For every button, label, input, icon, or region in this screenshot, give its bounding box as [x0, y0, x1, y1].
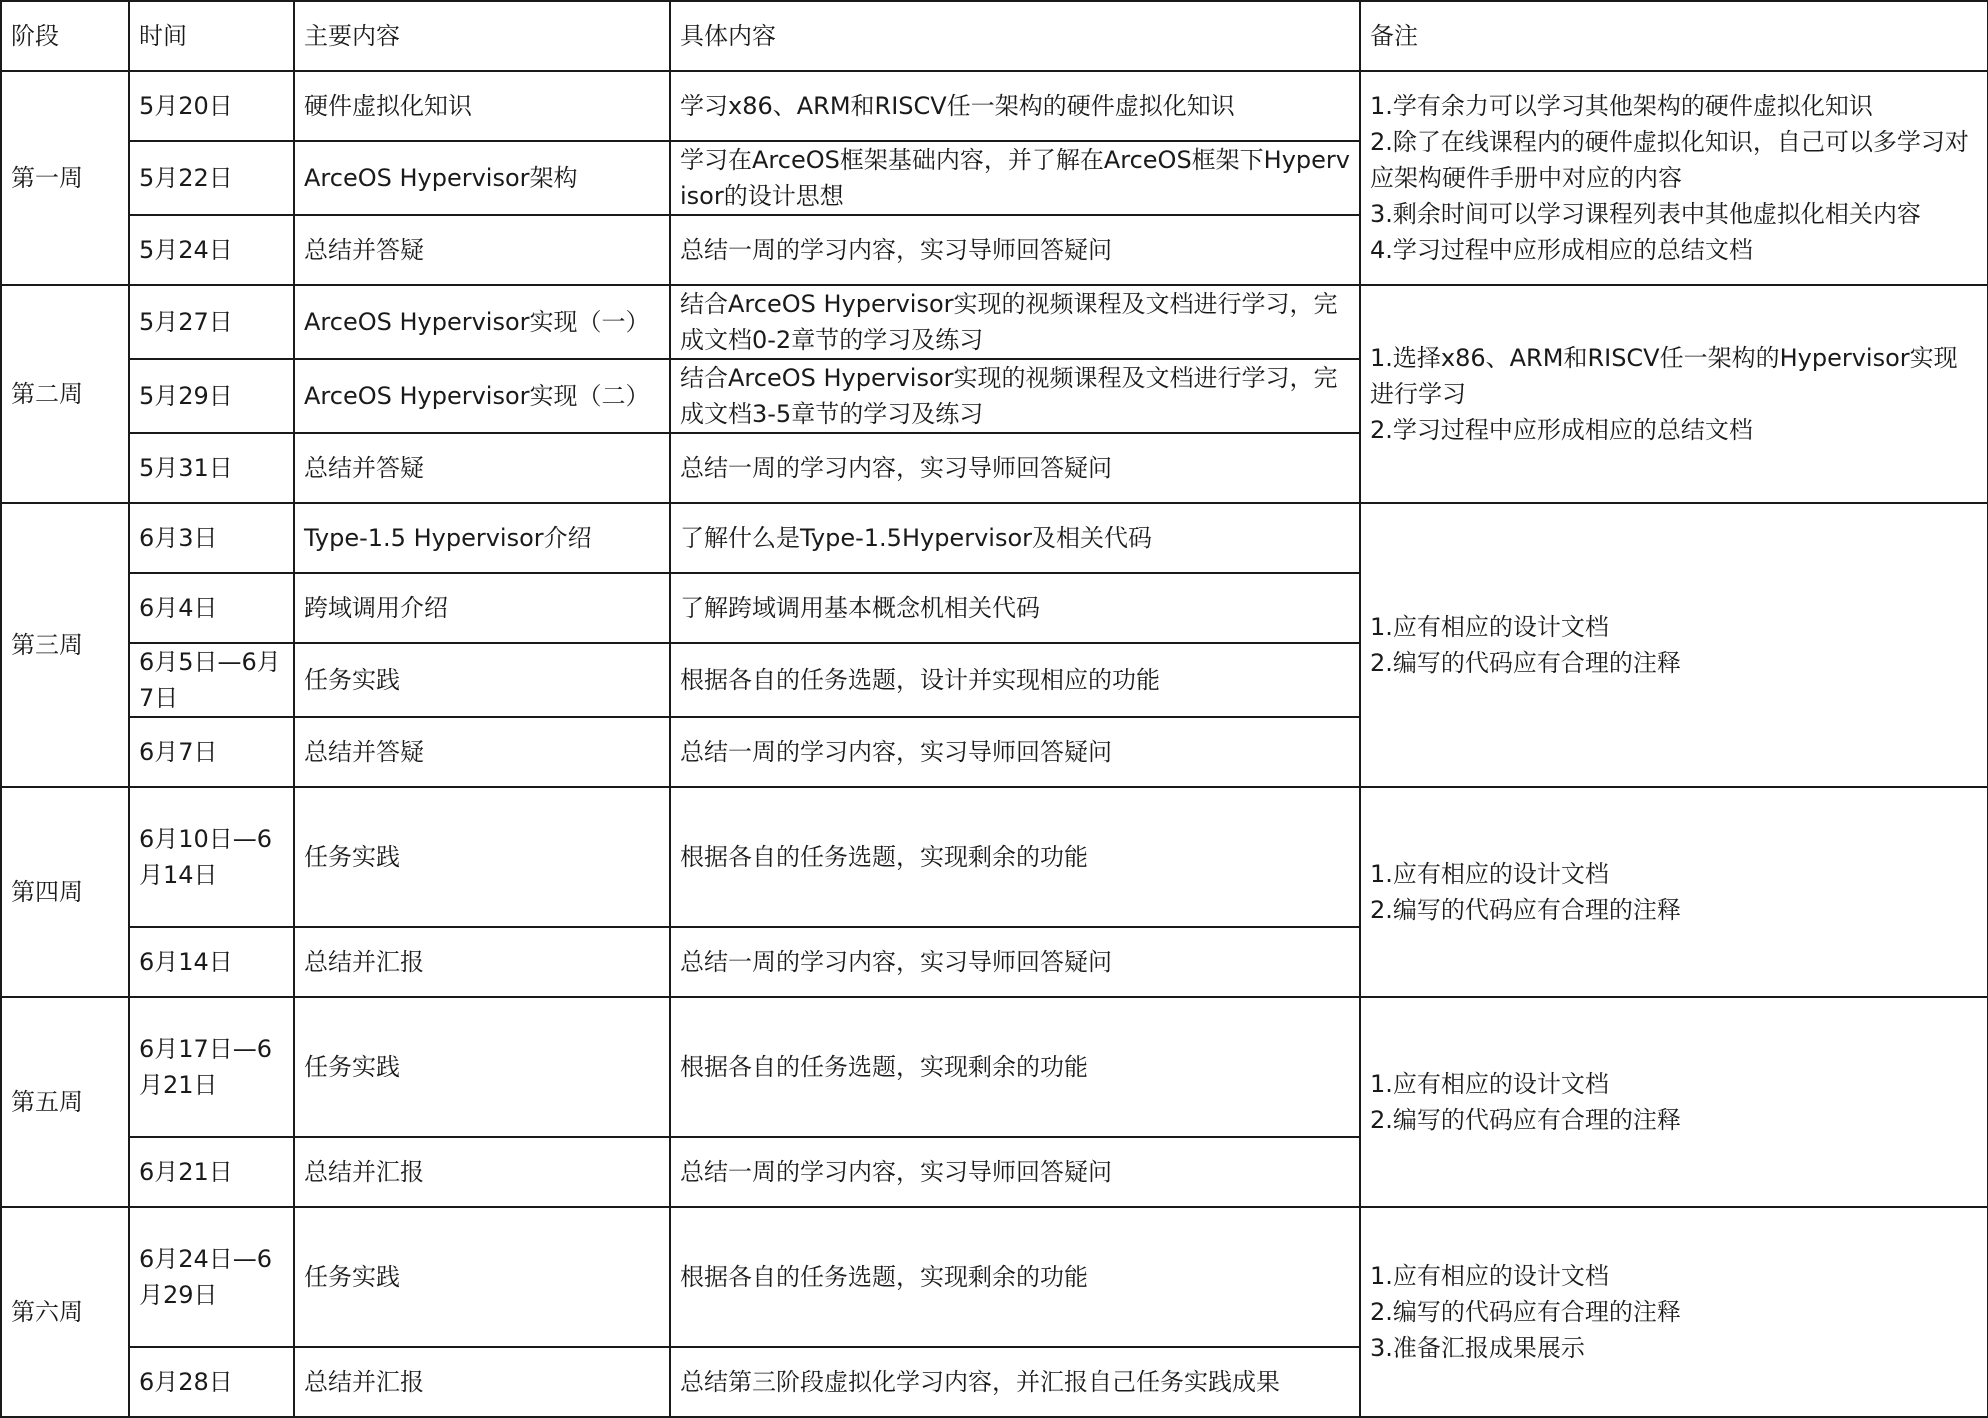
- main-content-cell: 总结并汇报: [294, 927, 670, 997]
- main-content-cell: 总结并汇报: [294, 1137, 670, 1207]
- detail-cell: 学习在ArceOS框架基础内容，并了解在ArceOS框架下Hypervisor的设计思想: [670, 141, 1360, 215]
- stage-cell: 第四周: [1, 787, 129, 997]
- detail-cell: 总结一周的学习内容，实习导师回答疑问: [670, 433, 1360, 503]
- time-cell: 6月17日—6月21日: [129, 997, 294, 1137]
- table-row: [1, 71, 1988, 141]
- detail-cell: 根据各自的任务选题，设计并实现相应的功能: [670, 643, 1360, 717]
- main-content-cell: 总结并答疑: [294, 215, 670, 285]
- time-cell: 5月31日: [129, 433, 294, 503]
- notes-cell: [1360, 71, 1988, 285]
- main-content-cell: 任务实践: [294, 997, 670, 1137]
- time-cell: 6月5日—6月7日: [129, 643, 294, 717]
- table-row: [1, 997, 1988, 1137]
- main-content-cell: 任务实践: [294, 1207, 670, 1347]
- schedule-body: [1, 1, 1988, 1417]
- main-content-cell: ArceOS Hypervisor实现（二）: [294, 359, 670, 433]
- note-line: 2.编写的代码应有合理的注释: [1370, 1298, 1681, 1326]
- note-line: 2.编写的代码应有合理的注释: [1370, 1106, 1681, 1134]
- time-cell: 5月20日: [129, 71, 294, 141]
- time-cell: 6月14日: [129, 927, 294, 997]
- detail-cell: 学习x86、ARM和RISCV任一架构的硬件虚拟化知识: [670, 71, 1360, 141]
- time-cell: 6月10日—6月14日: [129, 787, 294, 927]
- header-time: 时间: [129, 1, 294, 71]
- note-line: 3.剩余时间可以学习课程列表中其他虚拟化相关内容: [1370, 200, 1921, 228]
- time-cell: 6月28日: [129, 1347, 294, 1417]
- notes-cell: [1360, 503, 1988, 787]
- time-cell: 5月22日: [129, 141, 294, 215]
- time-cell: 5月27日: [129, 285, 294, 359]
- note-line: 1.选择x86、ARM和RISCV任一架构的Hypervisor实现进行学习: [1370, 344, 1958, 408]
- main-content-cell: ArceOS Hypervisor架构: [294, 141, 670, 215]
- header-stage: 阶段: [1, 1, 129, 71]
- notes-cell: [1360, 997, 1988, 1207]
- detail-cell: 了解什么是Type-1.5Hypervisor及相关代码: [670, 503, 1360, 573]
- time-cell: 5月29日: [129, 359, 294, 433]
- detail-cell: 根据各自的任务选题，实现剩余的功能: [670, 787, 1360, 927]
- detail-cell: 根据各自的任务选题，实现剩余的功能: [670, 1207, 1360, 1347]
- time-cell: 6月3日: [129, 503, 294, 573]
- main-content-cell: 任务实践: [294, 643, 670, 717]
- detail-cell: 了解跨域调用基本概念机相关代码: [670, 573, 1360, 643]
- note-line: 2.编写的代码应有合理的注释: [1370, 649, 1681, 677]
- stage-cell: 第二周: [1, 285, 129, 503]
- note-line: 2.除了在线课程内的硬件虚拟化知识，自己可以多学习对应架构硬件手册中对应的内容: [1370, 128, 1969, 192]
- detail-cell: 根据各自的任务选题，实现剩余的功能: [670, 997, 1360, 1137]
- main-content-cell: 跨域调用介绍: [294, 573, 670, 643]
- note-line: 3.准备汇报成果展示: [1370, 1334, 1585, 1362]
- main-content-cell: Type-1.5 Hypervisor介绍: [294, 503, 670, 573]
- note-line: 1.应有相应的设计文档: [1370, 1262, 1609, 1290]
- note-line: 4.学习过程中应形成相应的总结文档: [1370, 236, 1753, 264]
- detail-cell: 结合ArceOS Hypervisor实现的视频课程及文档进行学习，完成文档3-5章节的学习及练习: [670, 359, 1360, 433]
- note-line: 2.编写的代码应有合理的注释: [1370, 896, 1681, 924]
- main-content-cell: 总结并汇报: [294, 1347, 670, 1417]
- main-content-cell: 总结并答疑: [294, 433, 670, 503]
- table-row: [1, 285, 1988, 359]
- stage-cell: 第六周: [1, 1207, 129, 1417]
- detail-cell: 总结一周的学习内容，实习导师回答疑问: [670, 927, 1360, 997]
- notes-cell: [1360, 787, 1988, 997]
- stage-cell: 第三周: [1, 503, 129, 787]
- main-content-cell: 硬件虚拟化知识: [294, 71, 670, 141]
- table-row: [1, 503, 1988, 573]
- main-content-cell: ArceOS Hypervisor实现（一）: [294, 285, 670, 359]
- note-line: 1.应有相应的设计文档: [1370, 860, 1609, 888]
- detail-cell: 总结一周的学习内容，实习导师回答疑问: [670, 215, 1360, 285]
- detail-cell: 总结一周的学习内容，实习导师回答疑问: [670, 1137, 1360, 1207]
- detail-cell: 总结第三阶段虚拟化学习内容，并汇报自己任务实践成果: [670, 1347, 1360, 1417]
- note-line: 1.应有相应的设计文档: [1370, 613, 1609, 641]
- time-cell: 6月24日—6月29日: [129, 1207, 294, 1347]
- table-row: [1, 787, 1988, 927]
- detail-cell: 总结一周的学习内容，实习导师回答疑问: [670, 717, 1360, 787]
- note-line: 1.应有相应的设计文档: [1370, 1070, 1609, 1098]
- stage-cell: 第五周: [1, 997, 129, 1207]
- time-cell: 6月21日: [129, 1137, 294, 1207]
- header-notes: 备注: [1360, 1, 1988, 71]
- note-line: 2.学习过程中应形成相应的总结文档: [1370, 416, 1753, 444]
- header-row: [1, 1, 1988, 71]
- stage-cell: 第一周: [1, 71, 129, 285]
- header-detail: 具体内容: [670, 1, 1360, 71]
- time-cell: 6月7日: [129, 717, 294, 787]
- note-line: 1.学有余力可以学习其他架构的硬件虚拟化知识: [1370, 92, 1873, 120]
- main-content-cell: 任务实践: [294, 787, 670, 927]
- header-main: 主要内容: [294, 1, 670, 71]
- detail-cell: 结合ArceOS Hypervisor实现的视频课程及文档进行学习，完成文档0-2章节的学习及练习: [670, 285, 1360, 359]
- table-row: [1, 1207, 1988, 1347]
- notes-cell: [1360, 1207, 1988, 1417]
- main-content-cell: 总结并答疑: [294, 717, 670, 787]
- notes-cell: [1360, 285, 1988, 503]
- time-cell: 6月4日: [129, 573, 294, 643]
- time-cell: 5月24日: [129, 215, 294, 285]
